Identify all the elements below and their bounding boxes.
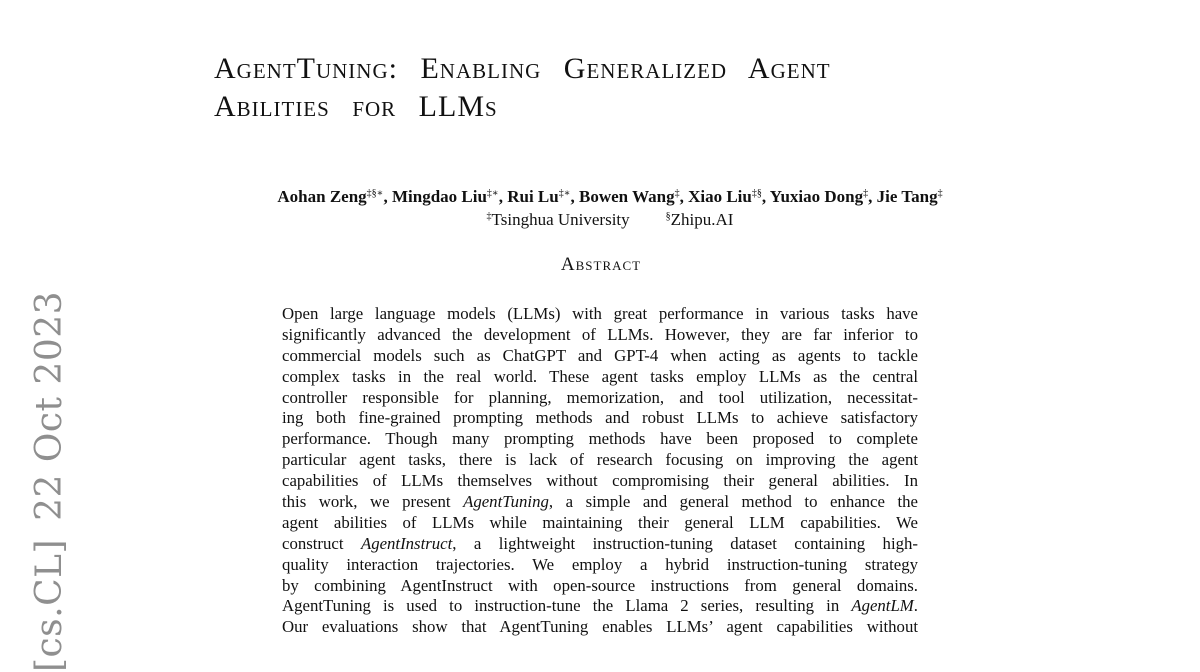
author xyxy=(877,187,943,206)
affiliation xyxy=(666,210,734,229)
author-affiliation-marks: ‡ xyxy=(674,188,680,199)
author-affiliation-marks: ‡∗ xyxy=(558,188,571,199)
abstract-line: complex tasks in the real world. These agent tasks employ LLMs as the central xyxy=(282,366,918,386)
arxiv-date: 22 Oct 2023 xyxy=(29,290,71,521)
italic-term: AgentInstruct xyxy=(360,533,453,553)
abstract-line: controller responsible for planning, memorization, and tool utilization, necessitat- xyxy=(282,387,918,407)
affiliation-name: Zhipu.AI xyxy=(670,210,734,229)
paper-title xyxy=(214,50,1004,126)
author-affiliation-marks: ‡ xyxy=(937,188,943,199)
author-name: Jie Tang xyxy=(876,187,938,206)
author xyxy=(277,187,383,206)
author xyxy=(579,187,680,206)
author-affiliation-marks: ‡§ xyxy=(751,188,762,199)
author-name: Rui Lu xyxy=(507,187,559,206)
abstract-line: Open large language models (LLMs) with great performance in various tasks have xyxy=(282,304,918,323)
author-affiliation-marks: ‡§∗ xyxy=(366,188,384,199)
affiliation xyxy=(487,210,630,229)
author-affiliation-marks: ‡ xyxy=(863,188,869,199)
title-line-1: AgentTuning: Enabling Generalized Agent xyxy=(214,52,831,85)
arxiv-stamp-text xyxy=(30,290,71,671)
author-name: Xiao Liu xyxy=(688,187,752,206)
title-line-2: Abilities for LLMs xyxy=(214,90,498,123)
abstract-line: Our evaluations show that AgentTuning enables LLMs’ agent capabilities without xyxy=(282,617,918,637)
abstract-line: significantly advanced the development of LLMs. However, they are far inferior to xyxy=(282,324,918,344)
arxiv-category: [cs.CL] xyxy=(29,538,71,672)
affiliation-mark: ‡ xyxy=(486,211,492,222)
author-name: Mingdao Liu xyxy=(391,187,487,206)
abstract-line: quality interaction trajectories. We employ a hybrid instruction-tuning strategy xyxy=(282,554,918,574)
arxiv-side-stamp xyxy=(29,290,71,672)
italic-term: AgentLM xyxy=(851,596,914,616)
author-list: Aohan Zeng‡§∗, Mingdao Liu‡∗, Rui Lu‡∗, Bowen Wang‡, Xiao Liu‡§, Yuxiao Dong‡, Jie Tang‡ xyxy=(277,187,943,206)
author-name: Aohan Zeng xyxy=(277,187,367,206)
affiliation-mark: § xyxy=(665,211,671,222)
abstract-line: capabilities of LLMs themselves without compromising their general abilities. In xyxy=(282,471,918,491)
italic-term: AgentTuning xyxy=(463,492,549,512)
abstract-line: agent abilities of LLMs while maintaining their general LLM capabilities. We xyxy=(282,512,918,532)
author xyxy=(507,187,570,206)
author xyxy=(392,187,499,206)
affiliation-list xyxy=(0,206,1200,231)
abstract-line: ing both fine-grained prompting methods and robust LLMs to achieve satisfactory xyxy=(282,408,918,428)
author xyxy=(688,187,762,206)
abstract-body xyxy=(282,304,918,638)
abstract-line: AgentTuning is used to instruction-tune the Llama 2 series, resulting in AgentLM. xyxy=(282,596,918,616)
abstract-line: commercial models such as ChatGPT and GPT-4 when acting as agents to tackle xyxy=(282,345,918,365)
abstract-line: by combining AgentInstruct with open-source instructions from general domains. xyxy=(282,575,918,595)
author xyxy=(770,187,868,206)
affiliation-name: Tsinghua University xyxy=(491,210,630,229)
author-name: Yuxiao Dong xyxy=(769,187,864,206)
abstract-heading: Abstract xyxy=(560,254,642,275)
author-name: Bowen Wang xyxy=(579,187,675,206)
abstract-line: construct AgentInstruct, a lightweight instruction-tuning dataset containing high- xyxy=(282,533,918,553)
abstract-line: this work, we present AgentTuning, a simple and general method to enhance the xyxy=(282,492,918,512)
abstract-line: performance. Though many prompting methods have been proposed to complete xyxy=(282,429,918,449)
author-affiliation-marks: ‡∗ xyxy=(486,188,499,199)
abstract-line: particular agent tasks, there is lack of research focusing on improving the agent xyxy=(282,450,918,470)
